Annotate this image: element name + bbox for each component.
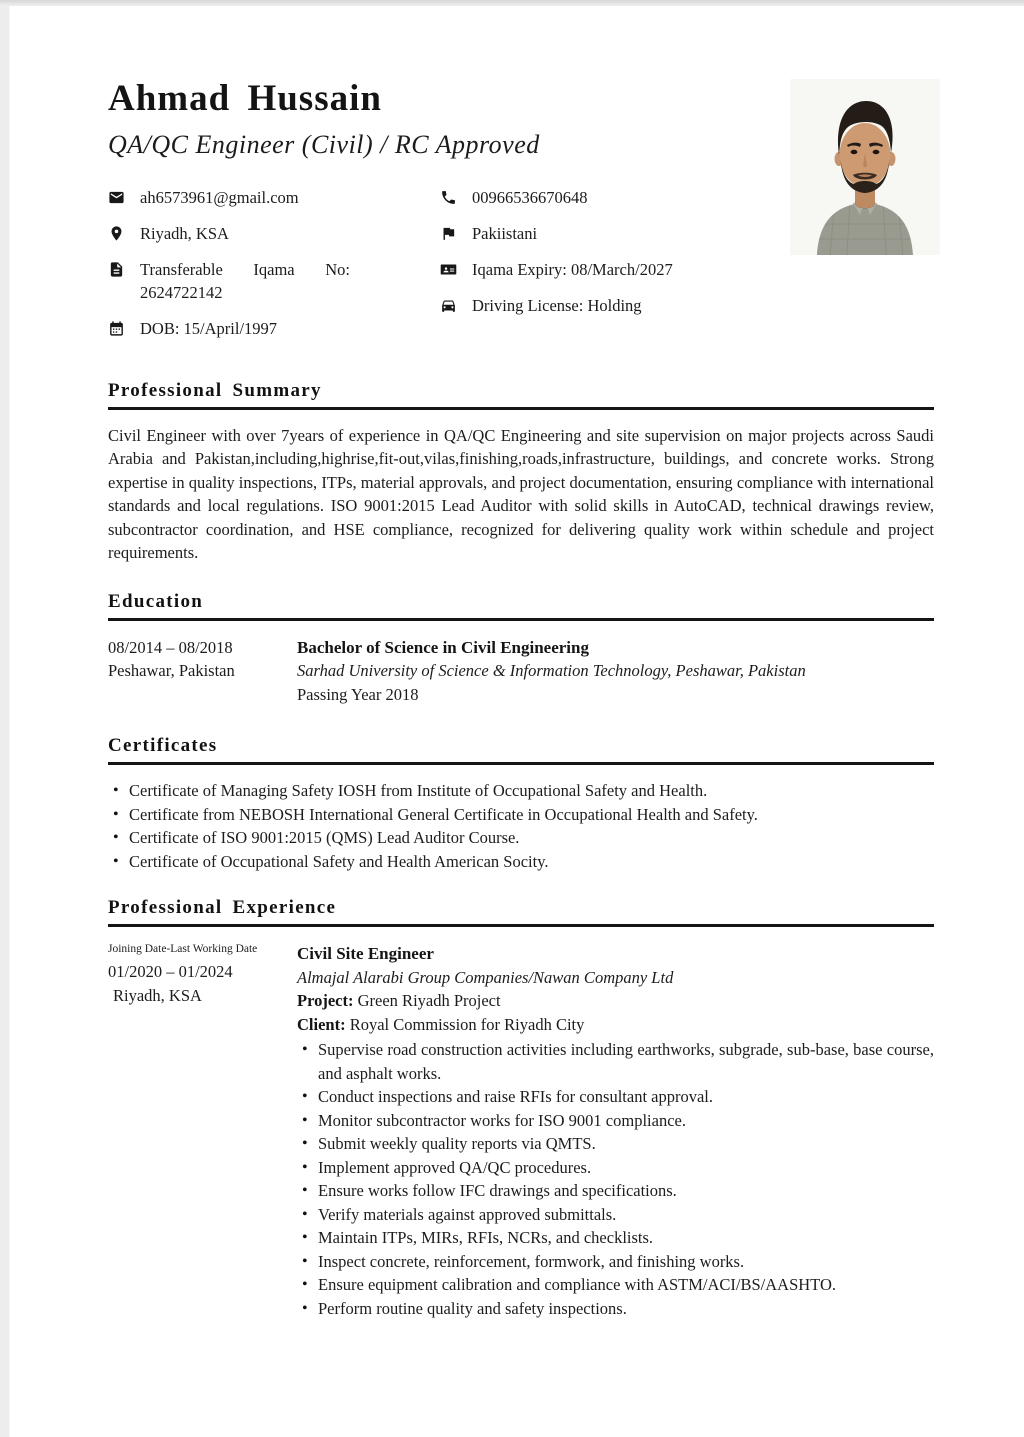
contact-row-location [108,222,440,245]
section-professional-experience [108,897,934,1320]
person-name: Ahmad Hussain [108,78,382,119]
driving-license-text: Driving License: Holding [472,295,642,315]
experience-project-line [297,989,934,1013]
id-card-icon [440,261,457,278]
experience-heading: Professional Experience [108,897,934,927]
contact-row-driving-license [440,294,860,317]
section-certificates [108,735,934,873]
contact-row-phone [440,186,860,209]
flag-icon [440,225,457,242]
contact-section [108,186,934,353]
experience-meta [108,942,297,1320]
dob-text: DOB: 15/April/1997 [140,318,278,338]
contact-row-email [108,186,440,209]
client-value: Royal Commission for Riyadh City [349,1014,585,1034]
duty-item: • Monitor subcontractor works for ISO 9001 compliance. [297,1109,934,1133]
duty-item: • Verify materials against approved submittals. [297,1203,934,1227]
duty-item: • Conduct inspections and raise RFIs for consultant approval. [297,1085,934,1109]
certificate-item: • Certificate of Managing Safety IOSH from Institute of Occupational Safety and Health. [108,779,934,803]
contact-row-dob [108,317,440,340]
client-label: Client: [297,1014,346,1034]
experience-duties-list [297,1038,934,1320]
experience-client-line [297,1013,934,1037]
section-professional-summary [108,380,934,565]
contact-row-iqama-expiry [440,258,860,281]
duty-item: • Ensure works follow IFC drawings and specifications. [297,1179,934,1203]
education-dates: 08/2014 – 08/2018 [108,637,233,657]
duty-item: • Implement approved QA/QC procedures. [297,1156,934,1180]
education-degree: Bachelor of Science in Civil Engineering [297,637,589,657]
contact-column-left [108,186,440,353]
email-icon [108,189,125,206]
duty-item: • Inspect concrete, reinforcement, formwork, and finishing works. [297,1250,934,1274]
summary-paragraph: Civil Engineer with over 7years of experience in QA/QC Engineering and site supervision on major projects across Saudi Arabia and Pakistan,including,highrise,fit-out,vilas,finishing,roads,infrastructure, buildings, and concrete works. Strong expertise in quality inspections, ITPs, material approvals, and project documentation, ensuring compliance with international standards and local regulations. ISO 9001:2015 Lead Auditor with solid skills in AutoCAD, technical drawings review, subcontractor coordination, and HSE compliance, recognized for delivering quality work within schedule and project requirements. [108,425,934,563]
duty-item: • Supervise road construction activities including earthworks, subgrade, sub-base, base course, and asphalt works. [297,1038,934,1085]
duty-item: • Ensure equipment calibration and compliance with ASTM/ACI/BS/AASHTO. [297,1273,934,1297]
certificates-heading: Certificates [108,735,934,765]
duty-item: • Submit weekly quality reports via QMTS. [297,1132,934,1156]
document-icon [108,261,125,278]
experience-dates: 01/2020 – 01/2024 [108,962,233,982]
duty-item: • Maintain ITPs, MIRs, RFIs, NCRs, and checklists. [297,1226,934,1250]
duty-item: • Perform routine quality and safety inspections. [297,1297,934,1321]
section-education [108,591,934,707]
certificate-item: • Certificate from NEBOSH International General Certificate in Occupational Health and Safety. [108,803,934,827]
resume-content [9,6,1024,1320]
certificates-list [108,779,934,873]
project-label: Project: [297,991,354,1011]
car-icon [440,297,457,314]
calendar-icon [108,320,125,337]
contact-row-iqama-no [108,258,440,304]
education-entry [108,636,934,707]
contact-row-nationality [440,222,860,245]
project-value: Green Riyadh Project [357,991,501,1011]
education-heading: Education [108,591,934,621]
email-text: ah6573961@gmail.com [140,187,299,207]
experience-date-label: Joining Date-Last Working Date [108,943,258,956]
certificate-item: • Certificate of Occupational Safety and Health American Socity. [108,850,934,874]
iqama-no-text: Transferable Iqama No: 2624722142 [140,259,350,302]
summary-heading: Professional Summary [108,380,934,410]
experience-details [297,942,934,1320]
certificate-item: • Certificate of ISO 9001:2015 (QMS) Lead Auditor Course. [108,826,934,850]
education-location: Peshawar, Pakistan [108,661,235,681]
experience-company: Almajal Alarabi Group Companies/Nawan Company Ltd [297,967,674,987]
person-job-title: QA/QC Engineer (Civil) / RC Approved [108,129,540,159]
contact-column-right [440,186,860,353]
phone-text: 00966536670648 [472,187,588,207]
experience-location: Riyadh, KSA [113,985,202,1005]
experience-job-title: Civil Site Engineer [297,944,434,964]
nationality-text: Pakiistani [472,223,538,243]
location-pin-icon [108,225,125,242]
iqama-expiry-text: Iqama Expiry: 08/March/2027 [472,259,673,279]
location-text: Riyadh, KSA [140,223,229,243]
education-institution: Sarhad University of Science & Information Technology, Peshawar, Pakistan [297,661,806,681]
education-meta [108,636,297,707]
phone-icon [440,189,457,206]
experience-entry [108,942,934,1320]
education-details [297,636,934,707]
education-passing-year: Passing Year 2018 [297,684,419,704]
